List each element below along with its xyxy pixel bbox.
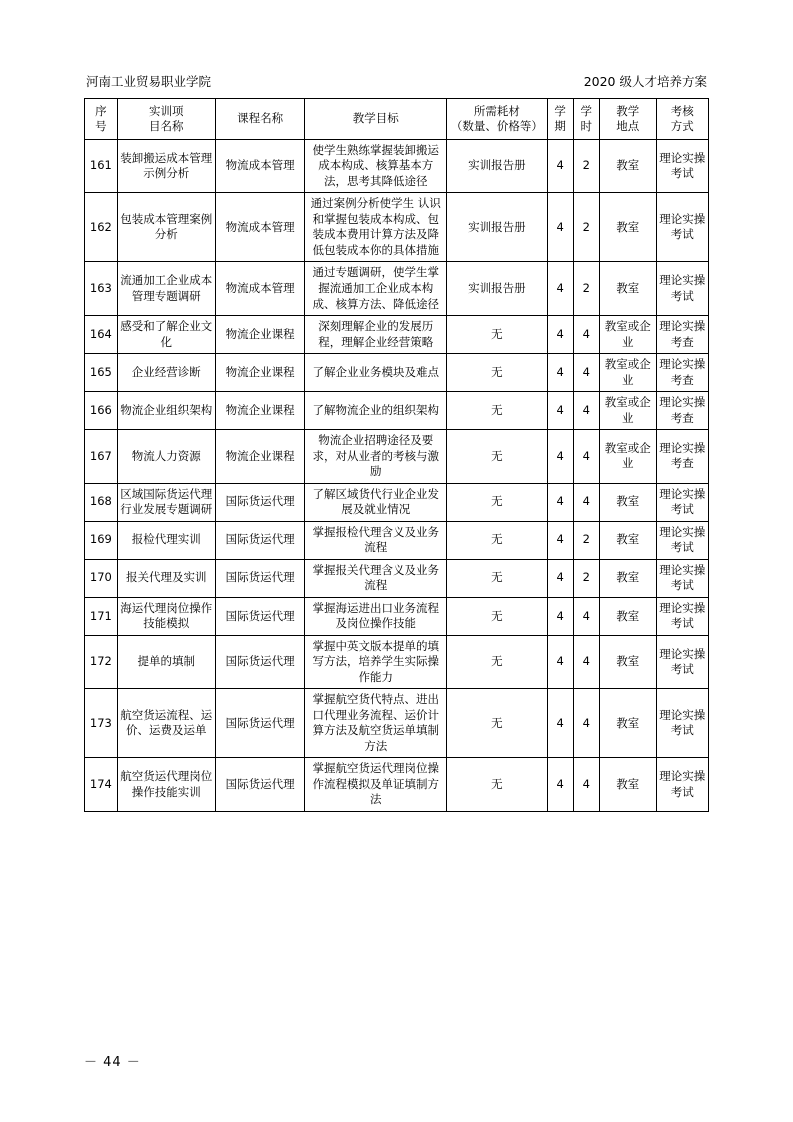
cell-exam: 理论实操考试 (656, 559, 708, 597)
cell-exam: 理论实操考试 (656, 635, 708, 689)
cell-exam: 理论实操考查 (656, 392, 708, 430)
page-header (84, 72, 709, 90)
cell-material: 无 (447, 354, 547, 392)
cell-course: 物流企业课程 (215, 354, 304, 392)
header-institution: 河南工业贸易职业学院 (86, 74, 212, 89)
cell-place: 教室 (599, 139, 656, 193)
column-header-place-line2: 地点 (616, 118, 640, 133)
cell-course: 物流成本管理 (215, 262, 304, 316)
cell-course: 国际货运代理 (215, 521, 304, 559)
cell-seq: 172 (85, 635, 118, 689)
cell-hours: 2 (573, 193, 599, 262)
cell-item: 流通加工企业成本管理专题调研 (117, 262, 215, 316)
cell-material: 无 (447, 758, 547, 812)
cell-place: 教室 (599, 521, 656, 559)
cell-course: 国际货运代理 (215, 483, 304, 521)
column-header-hours (573, 99, 599, 140)
column-header-exam-line1: 考核 (670, 104, 694, 118)
column-header-hours-line2: 时 (580, 118, 593, 133)
table-row (85, 483, 709, 521)
cell-hours: 4 (573, 635, 599, 689)
cell-term: 4 (547, 758, 573, 812)
cell-course: 物流企业课程 (215, 430, 304, 484)
cell-goal: 了解区域货代行业企业发展及就业情况 (305, 483, 447, 521)
cell-item: 报关代理及实训 (117, 559, 215, 597)
cell-place: 教室 (599, 483, 656, 521)
cell-exam: 理论实操考试 (656, 758, 708, 812)
cell-material: 实训报告册 (447, 262, 547, 316)
cell-hours: 4 (573, 316, 599, 354)
cell-material: 无 (447, 392, 547, 430)
column-header-material (447, 99, 547, 140)
cell-course: 物流企业课程 (215, 316, 304, 354)
cell-item: 企业经营诊断 (117, 354, 215, 392)
column-header-seq (85, 99, 118, 140)
cell-goal: 通过案例分析使学生 认识和掌握包装成本构成、包装成本费用计算方法及降低包装成本你的具体措施 (305, 193, 447, 262)
cell-goal: 使学生熟练掌握装卸搬运成本构成、核算基本方法，思考其降低途径 (305, 139, 447, 193)
cell-goal: 掌握航空货运代理岗位操作流程模拟及单证填制方法 (305, 758, 447, 812)
cell-term: 4 (547, 597, 573, 635)
training-projects-table (84, 98, 709, 812)
cell-goal: 深刻理解企业的发展历程，理解企业经营策略 (305, 316, 447, 354)
cell-exam: 理论实操考试 (656, 521, 708, 559)
cell-material: 无 (447, 430, 547, 484)
cell-goal: 掌握海运进出口业务流程及岗位操作技能 (305, 597, 447, 635)
cell-exam: 理论实操考试 (656, 689, 708, 758)
cell-term: 4 (547, 559, 573, 597)
cell-seq: 162 (85, 193, 118, 262)
cell-place: 教室 (599, 689, 656, 758)
table-row (85, 354, 709, 392)
cell-hours: 4 (573, 354, 599, 392)
cell-seq: 161 (85, 139, 118, 193)
cell-goal: 掌握航空货代特点、进出口代理业务流程、运价计算方法及航空货运单填制方法 (305, 689, 447, 758)
cell-term: 4 (547, 521, 573, 559)
cell-course: 国际货运代理 (215, 689, 304, 758)
cell-material: 实训报告册 (447, 139, 547, 193)
table-row (85, 689, 709, 758)
cell-course: 国际货运代理 (215, 559, 304, 597)
cell-seq: 165 (85, 354, 118, 392)
cell-seq: 171 (85, 597, 118, 635)
cell-term: 4 (547, 392, 573, 430)
column-header-material-line1: 所需耗材 (473, 104, 520, 118)
cell-term: 4 (547, 430, 573, 484)
cell-hours: 4 (573, 392, 599, 430)
column-header-term (547, 99, 573, 140)
table-header-row (85, 99, 709, 140)
cell-term: 4 (547, 483, 573, 521)
column-header-place-line1: 教学 (616, 104, 640, 118)
cell-hours: 4 (573, 689, 599, 758)
cell-item: 区域国际货运代理行业发展专题调研 (117, 483, 215, 521)
cell-exam: 理论实操考试 (656, 597, 708, 635)
column-header-item-line2: 目名称 (149, 118, 184, 133)
cell-course: 国际货运代理 (215, 635, 304, 689)
table-row (85, 392, 709, 430)
cell-seq: 166 (85, 392, 118, 430)
cell-item: 航空货运代理岗位操作技能实训 (117, 758, 215, 812)
cell-item: 报检代理实训 (117, 521, 215, 559)
cell-place: 教室 (599, 559, 656, 597)
cell-term: 4 (547, 316, 573, 354)
column-header-place (599, 99, 656, 140)
column-header-term-line2: 期 (554, 118, 566, 133)
cell-item: 物流企业组织架构 (117, 392, 215, 430)
cell-seq: 168 (85, 483, 118, 521)
cell-goal: 掌握报关代理含义及业务流程 (305, 559, 447, 597)
cell-item: 物流人力资源 (117, 430, 215, 484)
header-document-title: 2020 级人才培养方案 (583, 74, 707, 89)
cell-item: 包装成本管理案例分析 (117, 193, 215, 262)
column-header-course-line1: 课程名称 (237, 111, 284, 126)
cell-seq: 164 (85, 316, 118, 354)
cell-goal: 掌握报检代理含义及业务流程 (305, 521, 447, 559)
cell-hours: 4 (573, 597, 599, 635)
cell-exam: 理论实操考试 (656, 193, 708, 262)
cell-place: 教室 (599, 193, 656, 262)
column-header-goal (305, 99, 447, 140)
column-header-material-line2: （数量、价格等） (450, 118, 543, 133)
cell-term: 4 (547, 262, 573, 316)
table-row (85, 316, 709, 354)
cell-term: 4 (547, 193, 573, 262)
cell-exam: 理论实操考试 (656, 139, 708, 193)
cell-hours: 2 (573, 521, 599, 559)
table-row (85, 635, 709, 689)
cell-item: 装卸搬运成本管理示例分析 (117, 139, 215, 193)
table-row (85, 521, 709, 559)
cell-term: 4 (547, 354, 573, 392)
cell-goal: 通过专题调研，使学生掌握流通加工企业成本构成、核算方法、降低途径 (305, 262, 447, 316)
table-row (85, 597, 709, 635)
cell-hours: 2 (573, 262, 599, 316)
cell-place: 教室 (599, 597, 656, 635)
cell-term: 4 (547, 635, 573, 689)
cell-material: 实训报告册 (447, 193, 547, 262)
cell-place: 教室 (599, 635, 656, 689)
cell-hours: 4 (573, 430, 599, 484)
cell-hours: 2 (573, 559, 599, 597)
cell-exam: 理论实操考试 (656, 483, 708, 521)
cell-goal: 了解物流企业的组织架构 (305, 392, 447, 430)
cell-place: 教室或企业 (599, 430, 656, 484)
cell-place: 教室或企业 (599, 392, 656, 430)
cell-material: 无 (447, 597, 547, 635)
cell-hours: 4 (573, 483, 599, 521)
cell-goal: 掌握中英文版本提单的填写方法，培养学生实际操作能力 (305, 635, 447, 689)
cell-exam: 理论实操考查 (656, 354, 708, 392)
cell-seq: 174 (85, 758, 118, 812)
cell-hours: 4 (573, 758, 599, 812)
cell-seq: 169 (85, 521, 118, 559)
table-row (85, 139, 709, 193)
cell-material: 无 (447, 521, 547, 559)
cell-seq: 167 (85, 430, 118, 484)
cell-item: 海运代理岗位操作技能模拟 (117, 597, 215, 635)
column-header-item (117, 99, 215, 140)
table-row (85, 262, 709, 316)
table-row (85, 758, 709, 812)
cell-course: 物流成本管理 (215, 193, 304, 262)
cell-term: 4 (547, 139, 573, 193)
cell-course: 物流成本管理 (215, 139, 304, 193)
cell-seq: 163 (85, 262, 118, 316)
cell-material: 无 (447, 483, 547, 521)
cell-exam: 理论实操考试 (656, 262, 708, 316)
cell-material: 无 (447, 559, 547, 597)
cell-place: 教室或企业 (599, 316, 656, 354)
cell-material: 无 (447, 316, 547, 354)
cell-place: 教室 (599, 758, 656, 812)
cell-term: 4 (547, 689, 573, 758)
cell-material: 无 (447, 635, 547, 689)
column-header-course (215, 99, 304, 140)
table-row (85, 559, 709, 597)
cell-item: 提单的填制 (117, 635, 215, 689)
column-header-seq-line2: 号 (95, 118, 107, 133)
cell-goal: 物流企业招聘途径及要求，对从业者的考核与激励 (305, 430, 447, 484)
column-header-exam (656, 99, 708, 140)
table-row (85, 430, 709, 484)
column-header-term-line1: 学 (554, 104, 566, 118)
cell-course: 国际货运代理 (215, 758, 304, 812)
cell-exam: 理论实操考查 (656, 316, 708, 354)
cell-material: 无 (447, 689, 547, 758)
cell-hours: 2 (573, 139, 599, 193)
cell-course: 物流企业课程 (215, 392, 304, 430)
page-number: － 44 － (84, 1055, 141, 1070)
column-header-hours-line1: 学 (580, 104, 593, 118)
cell-seq: 170 (85, 559, 118, 597)
column-header-goal-line1: 教学目标 (352, 111, 399, 126)
cell-item: 感受和了解企业文化 (117, 316, 215, 354)
column-header-seq-line1: 序 (95, 104, 107, 118)
cell-exam: 理论实操考查 (656, 430, 708, 484)
column-header-exam-line2: 方式 (670, 118, 694, 133)
cell-seq: 173 (85, 689, 118, 758)
cell-place: 教室 (599, 262, 656, 316)
cell-place: 教室或企业 (599, 354, 656, 392)
cell-course: 国际货运代理 (215, 597, 304, 635)
cell-goal: 了解企业业务模块及难点 (305, 354, 447, 392)
table-row (85, 193, 709, 262)
column-header-item-line1: 实训项 (149, 104, 184, 118)
cell-item: 航空货运流程、运价、运费及运单 (117, 689, 215, 758)
